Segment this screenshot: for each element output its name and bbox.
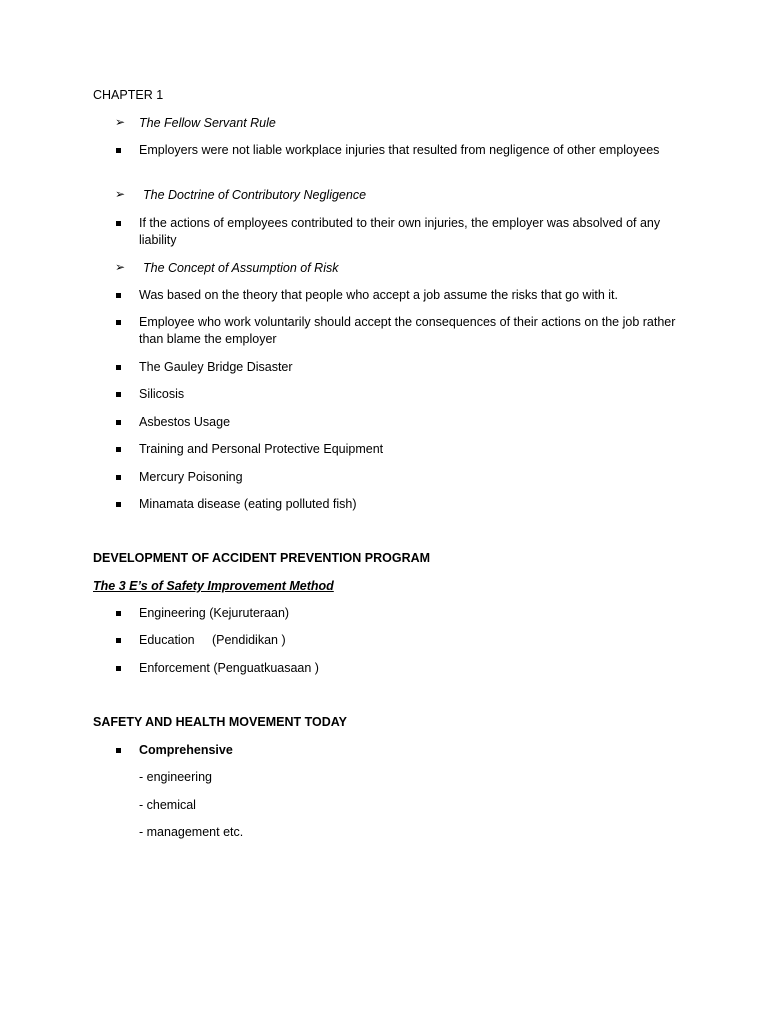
list-item: The Gauley Bridge Disaster: [139, 360, 293, 374]
square-bullet-icon: [116, 420, 121, 425]
arrow-bullet-icon: ➢: [115, 260, 126, 274]
list-item: Mercury Poisoning: [139, 470, 243, 484]
assumption-of-risk-heading: [143, 260, 338, 277]
square-bullet-icon: [116, 502, 121, 507]
assumption-of-risk-point-2: Employee who work voluntarily should accept the consequences of their actions on the job rather than blame the employer: [139, 315, 676, 346]
section-subheading-three-es: The 3 E’s of Safety Improvement Method: [93, 579, 334, 593]
arrow-bullet-icon: ➢: [115, 187, 126, 201]
contributory-negligence-heading: The Doctrine of Contributory Negligence: [143, 188, 367, 202]
chapter-title: CHAPTER 1: [93, 88, 164, 102]
fellow-servant-rule-point: Employers were not liable workplace injuries that resulted from negligence of other employees: [139, 143, 660, 157]
list-item: Education (Pendidikan ): [139, 633, 286, 647]
square-bullet-icon: [116, 447, 121, 452]
contributory-negligence-point: If the actions of employees contributed to their own injuries, the employer was absolved of any liability: [139, 216, 661, 247]
assumption-of-risk-emph: Assumption of Risk: [231, 261, 339, 275]
sub-list-item: - management etc.: [139, 825, 244, 839]
list-item-comprehensive: Comprehensive: [139, 743, 233, 757]
square-bullet-icon: [116, 148, 121, 153]
list-item: Enforcement (Penguatkuasaan ): [139, 661, 319, 675]
square-bullet-icon: [116, 293, 121, 298]
section-heading-safety-health-movement: SAFETY AND HEALTH MOVEMENT TODAY: [93, 715, 347, 729]
square-bullet-icon: [116, 748, 121, 753]
assumption-of-risk-prefix: The Concept of: [143, 261, 232, 275]
square-bullet-icon: [116, 320, 121, 325]
square-bullet-icon: [116, 638, 121, 643]
arrow-bullet-icon: ➢: [115, 115, 126, 129]
list-item: Training and Personal Protective Equipment: [139, 442, 384, 456]
square-bullet-icon: [116, 475, 121, 480]
sub-list-item: - chemical: [139, 798, 196, 812]
fellow-servant-rule-heading: The Fellow Servant Rule: [139, 116, 276, 130]
sub-list-item: - engineering: [139, 770, 212, 784]
square-bullet-icon: [116, 611, 121, 616]
square-bullet-icon: [116, 365, 121, 370]
square-bullet-icon: [116, 666, 121, 671]
list-item: Minamata disease (eating polluted fish): [139, 497, 357, 511]
square-bullet-icon: [116, 392, 121, 397]
list-item: Silicosis: [139, 387, 185, 401]
list-item: Asbestos Usage: [139, 415, 231, 429]
list-item: Engineering (Kejuruteraan): [139, 606, 290, 620]
square-bullet-icon: [116, 221, 121, 226]
section-heading-accident-prevention: DEVELOPMENT OF ACCIDENT PREVENTION PROGRAM: [93, 551, 431, 565]
assumption-of-risk-point-1: Was based on the theory that people who accept a job assume the risks that go with it.: [139, 288, 618, 302]
